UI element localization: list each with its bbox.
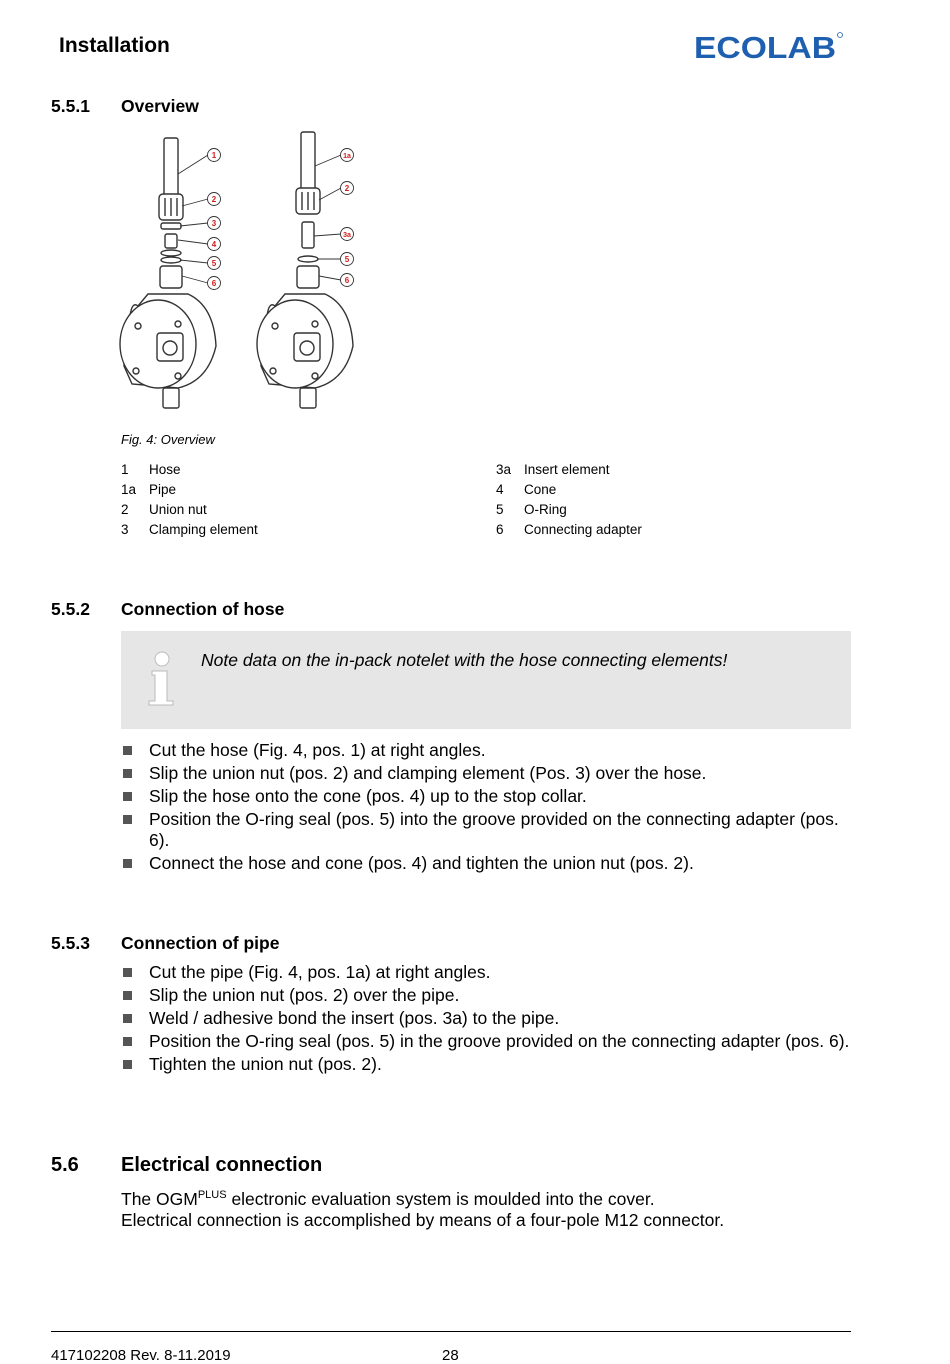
legend-label: Clamping element bbox=[149, 522, 258, 537]
legend-row bbox=[496, 520, 642, 540]
section-number: 5.6 bbox=[51, 1154, 79, 1176]
callout-label: 2 bbox=[344, 184, 350, 193]
electrical-line-2: Electrical connection is accomplished by means of a four-pole M12 connector. bbox=[121, 1210, 725, 1230]
info-note-box bbox=[121, 631, 851, 729]
callout-leader-line bbox=[314, 234, 341, 236]
step-item bbox=[121, 985, 851, 1006]
overview-figure bbox=[118, 126, 368, 426]
section-number: 5.5.2 bbox=[51, 599, 90, 619]
step-text: Weld / adhesive bond the insert (pos. 3a) to the pipe. bbox=[149, 1008, 560, 1028]
callout-leader-line bbox=[319, 276, 341, 280]
callout-leader-line bbox=[182, 276, 208, 283]
hose-steps-list bbox=[121, 740, 851, 876]
legend-label: O-Ring bbox=[524, 502, 567, 517]
step-item bbox=[121, 962, 851, 983]
step-text: Position the O-ring seal (pos. 5) in the groove provided on the connecting adapter (pos. 6). bbox=[149, 1031, 850, 1051]
legend-row bbox=[121, 520, 258, 540]
legend-key: 5 bbox=[496, 502, 504, 517]
legend-key: 1a bbox=[121, 482, 137, 497]
bullet-square-icon bbox=[123, 1014, 132, 1023]
section-number: 5.5.1 bbox=[51, 96, 90, 116]
legend-label: Cone bbox=[524, 482, 557, 497]
step-item bbox=[121, 740, 851, 761]
section-title-hose: Connection of hose bbox=[121, 599, 285, 619]
callout-label: 5 bbox=[211, 259, 217, 268]
callout-label: 1a bbox=[343, 153, 351, 160]
step-text: Cut the hose (Fig. 4, pos. 1) at right angles. bbox=[149, 740, 486, 760]
step-item bbox=[121, 853, 851, 874]
callout-label: 6 bbox=[211, 279, 217, 288]
legend-label: Pipe bbox=[149, 482, 177, 497]
footer-doc-id: 417102208 Rev. 8-11.2019 bbox=[51, 1347, 231, 1364]
legend-key: 4 bbox=[496, 482, 504, 497]
step-text: Slip the union nut (pos. 2) over the pipe. bbox=[149, 985, 460, 1005]
legend-row bbox=[121, 460, 258, 480]
legend-row bbox=[496, 500, 642, 520]
electrical-paragraph bbox=[121, 1185, 724, 1231]
callout-leader-line bbox=[182, 199, 208, 206]
bullet-square-icon bbox=[123, 1037, 132, 1046]
step-text: Tighten the union nut (pos. 2). bbox=[149, 1054, 382, 1074]
step-item bbox=[121, 1031, 851, 1052]
bullet-square-icon bbox=[123, 746, 132, 755]
electrical-line-1: The $OGM^{PLUS}$ electronic evaluation system is moulded into the cover. bbox=[121, 1189, 655, 1209]
legend-row bbox=[496, 460, 642, 480]
step-item bbox=[121, 763, 851, 784]
callout-label: 6 bbox=[344, 276, 350, 285]
bullet-square-icon bbox=[123, 968, 132, 977]
info-icon bbox=[145, 651, 179, 707]
footer-page-number: 28 bbox=[442, 1347, 459, 1364]
legend-key: 2 bbox=[121, 502, 129, 517]
legend-key: 3 bbox=[121, 522, 129, 537]
callout-leader-line bbox=[319, 188, 341, 200]
callout-label: 3a bbox=[343, 232, 351, 239]
legend-row bbox=[121, 480, 258, 500]
legend-label: Hose bbox=[149, 462, 181, 477]
callout-leader-line bbox=[178, 155, 208, 174]
legend-right bbox=[496, 460, 642, 540]
section-title-pipe: Connection of pipe bbox=[121, 933, 280, 953]
step-text: Cut the pipe (Fig. 4, pos. 1a) at right angles. bbox=[149, 962, 491, 982]
bullet-square-icon bbox=[123, 1060, 132, 1069]
pipe-steps-list bbox=[121, 962, 851, 1077]
note-text: Note data on the in-pack notelet with the hose connecting elements! bbox=[201, 650, 728, 670]
bullet-square-icon bbox=[123, 815, 132, 824]
legend-row bbox=[121, 500, 258, 520]
bullet-square-icon bbox=[123, 792, 132, 801]
figure-caption: Fig. 4: Overview bbox=[121, 432, 215, 447]
bullet-square-icon bbox=[123, 769, 132, 778]
ecolab-logo bbox=[694, 29, 844, 63]
legend-label: Connecting adapter bbox=[524, 522, 642, 537]
svg-text:ECOLAB: ECOLAB bbox=[694, 30, 836, 63]
legend-row bbox=[496, 480, 642, 500]
step-item bbox=[121, 809, 851, 851]
callout-label: 5 bbox=[344, 255, 350, 264]
step-text: Slip the union nut (pos. 2) and clamping element (Pos. 3) over the hose. bbox=[149, 763, 707, 783]
bullet-square-icon bbox=[123, 991, 132, 1000]
section-title-overview: Overview bbox=[121, 96, 199, 116]
legend-left bbox=[121, 460, 258, 540]
legend-key: 6 bbox=[496, 522, 504, 537]
legend-label: Insert element bbox=[524, 462, 610, 477]
section-title-electrical: Electrical connection bbox=[121, 1154, 323, 1176]
bullet-square-icon bbox=[123, 859, 132, 868]
step-item bbox=[121, 1054, 851, 1075]
legend-label: Union nut bbox=[149, 502, 207, 517]
step-text: Connect the hose and cone (pos. 4) and tighten the union nut (pos. 2). bbox=[149, 853, 694, 873]
pipe-connection-drawing bbox=[257, 132, 353, 408]
callout-label: 2 bbox=[211, 195, 217, 204]
step-item bbox=[121, 786, 851, 807]
callout-label: 4 bbox=[211, 240, 217, 249]
step-item bbox=[121, 1008, 851, 1029]
footer-divider bbox=[51, 1331, 851, 1332]
section-number: 5.5.3 bbox=[51, 933, 90, 953]
callout-label: 3 bbox=[211, 219, 217, 228]
callout-label: 1 bbox=[211, 151, 217, 160]
callout-leader-line bbox=[180, 260, 208, 263]
callout-leader-line bbox=[180, 223, 208, 226]
page-header-title: Installation bbox=[59, 34, 170, 57]
step-text: Slip the hose onto the cone (pos. 4) up to the stop collar. bbox=[149, 786, 587, 806]
legend-key: 3a bbox=[496, 462, 512, 477]
callout-leader-line bbox=[315, 155, 341, 166]
legend-key: 1 bbox=[121, 462, 129, 477]
callout-leader-line bbox=[178, 240, 208, 244]
step-text: Position the O-ring seal (pos. 5) into the groove provided on the connecting adapter (pos. 6). bbox=[149, 809, 839, 850]
hose-connection-drawing bbox=[120, 138, 216, 408]
